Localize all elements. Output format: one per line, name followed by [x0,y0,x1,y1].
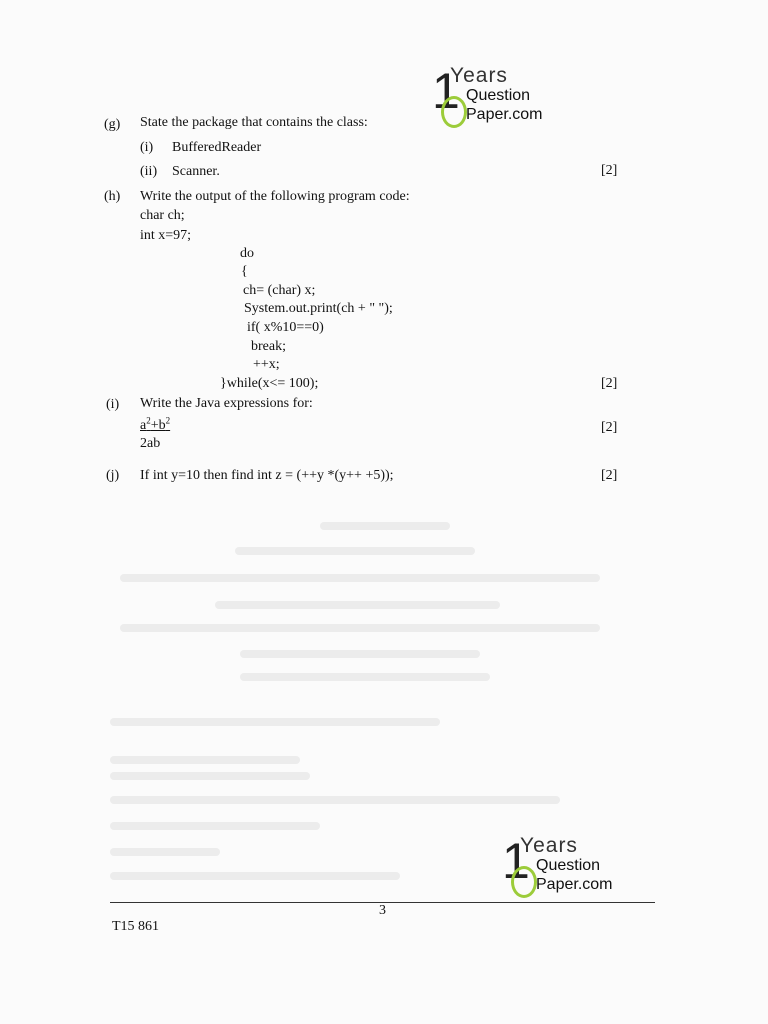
page-number: 3 [379,903,386,918]
numerator-a-exponent: 2 [146,415,151,426]
logo-question-text: Question [536,857,601,874]
bleed-through-line [240,673,490,681]
bleed-through-line [240,650,480,658]
code-line: { [241,264,248,279]
question-g-label: (g) [104,117,121,132]
logo-paper-text: Paper.com [536,876,613,893]
numerator-a: a [140,418,147,433]
question-h-text: Write the output of the following program code: [140,189,410,204]
logo-zero-ring [511,866,537,898]
code-line: int x=97; [140,228,192,243]
question-g-marks: [2] [601,163,618,178]
question-g-item-text: BufferedReader [172,140,262,155]
bleed-through-line [110,796,560,804]
code-line: System.out.print(ch + " "); [244,301,393,316]
code-line: break; [251,339,286,354]
bleed-through-line [235,547,475,555]
bleed-through-line [110,718,440,726]
bleed-through-line [110,756,300,764]
logo-bottom [502,833,632,906]
bleed-through-line [120,624,600,632]
question-h-marks: [2] [601,376,618,391]
question-j-marks: [2] [601,468,618,483]
logo-zero-ring [441,96,467,128]
question-g-text: State the package that contains the class: [140,115,368,130]
logo-years-text: Years [520,834,578,857]
code-line: ch= (char) x; [243,283,316,298]
paper-code: T15 861 [112,919,160,934]
code-line: ++x; [253,357,280,372]
bleed-through-line [110,772,310,780]
logo-years-text: Years [450,64,508,87]
question-i-label: (i) [106,397,120,412]
bleed-through-line [110,848,220,856]
numerator-b-exponent: 2 [165,415,171,426]
bleed-through-line [320,522,450,530]
question-j-label: (j) [106,468,120,483]
question-g-item-label: (ii) [140,164,158,179]
code-line: }while(x<= 100); [220,376,319,391]
numerator-plus-b: +b [150,418,166,433]
code-line: do [240,246,254,261]
fraction-numerator [140,417,170,435]
question-g-item-text: Scanner. [172,164,220,179]
question-h-label: (h) [104,189,121,204]
question-j-text: If int y=10 then find int z = (++y *(y++ +5)); [140,468,394,483]
question-i-marks: [2] [601,420,618,435]
logo-paper-text: Paper.com [466,106,543,123]
bleed-through-line [110,872,400,880]
logo-question-text: Question [466,87,531,104]
code-line: if( x%10==0) [247,320,324,335]
fraction-denominator: 2ab [140,436,161,451]
bleed-through-line [215,601,500,609]
logo-digit-one: 1 [432,63,460,119]
bleed-through-line [120,574,600,582]
question-i-text: Write the Java expressions for: [140,396,313,411]
code-line: char ch; [140,208,185,223]
logo-top [432,63,562,136]
question-g-item-label: (i) [140,140,154,155]
bleed-through-line [110,822,320,830]
logo-digit-one: 1 [502,833,530,889]
